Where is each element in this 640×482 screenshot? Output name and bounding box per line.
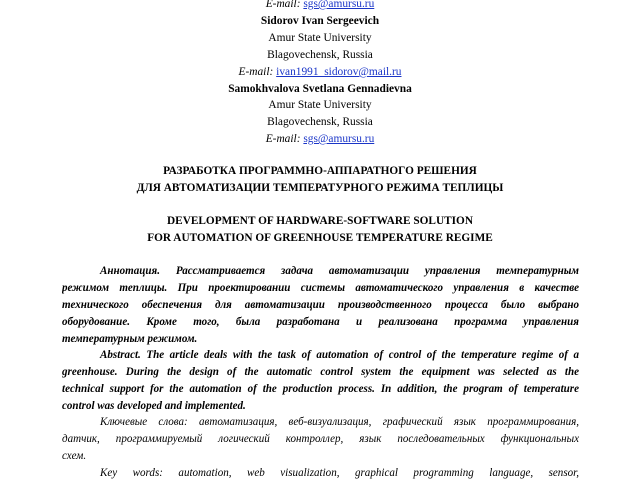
author3-name: Samokhvalova Svetlana Gennadievna bbox=[228, 83, 412, 95]
annotation-ru-text: Аннотация. Рассматривается задача автоматизации управления температурным bbox=[100, 265, 579, 277]
abstract-en-line-1: Abstract. The article deals with the task of automation of control of the temperature regime of a bbox=[100, 349, 579, 361]
abstract-en-line-2: greenhouse. During the design of the automatic control system the equipment was selected as the bbox=[62, 366, 579, 378]
author3-affiliation: Amur State University bbox=[268, 99, 372, 111]
title-ru-line-2: ДЛЯ АВТОМАТИЗАЦИИ ТЕМПЕРАТУРНОГО РЕЖИМА ТЕПЛИЦЫ bbox=[136, 182, 504, 194]
email-label: E-mail: bbox=[265, 133, 301, 145]
author2-affiliation: Amur State University bbox=[268, 32, 372, 44]
annotation-ru-line-4: оборудование. Кроме того, была разработана и реализована программа управления bbox=[62, 316, 579, 328]
email-label: E-mail: bbox=[238, 66, 274, 78]
author1-email-line bbox=[0, 0, 640, 13]
author3-email-link[interactable]: sgs@amursu.ru bbox=[303, 133, 375, 145]
author2-city: Blagovechensk, Russia bbox=[267, 49, 373, 61]
author2-name: Sidorov Ivan Sergeevich bbox=[260, 15, 380, 27]
title-ru-line-1: РАЗРАБОТКА ПРОГРАММНО-АППАРАТНОГО РЕШЕНИЯ bbox=[163, 165, 477, 177]
email-label: E-mail: bbox=[265, 0, 301, 10]
annotation-ru-line-2: режимом теплицы. При проектировании системы автоматического управления в качестве bbox=[62, 282, 579, 294]
keywords-ru-line-3: схем. bbox=[62, 450, 87, 462]
author2-email-line bbox=[0, 64, 640, 81]
annotation-ru-line-3: технического обеспечения для автоматизации производственного процесса было выбрано bbox=[62, 299, 579, 311]
title-en-line-2: FOR AUTOMATION OF GREENHOUSE TEMPERATURE REGIME bbox=[147, 232, 493, 244]
abstract-en-line-3: technical support for the automation of the production process. In addition, the program of temperature bbox=[62, 383, 579, 395]
keywords-ru-line-2: датчик, программируемый логический контроллер, язык последовательных функциональных bbox=[62, 433, 579, 445]
keywords-en-line-1: Key words: automation, web visualization, graphical programming language, sensor, bbox=[100, 467, 579, 479]
annotation-ru-line-1 bbox=[62, 263, 579, 280]
keywords-ru-line-1: Ключевые слова: автоматизация, веб-визуализация, графический язык программирования, bbox=[100, 416, 579, 428]
abstract-en-line-4: control was developed and implemented. bbox=[62, 400, 246, 412]
author3-email-line bbox=[0, 131, 640, 148]
author2-email-link[interactable]: ivan1991_sidorov@mail.ru bbox=[276, 66, 402, 78]
title-en-line-1: DEVELOPMENT OF HARDWARE-SOFTWARE SOLUTION bbox=[167, 215, 473, 227]
annotation-ru-line-5: температурным режимом. bbox=[62, 333, 198, 345]
author1-email-link[interactable]: sgs@amursu.ru bbox=[303, 0, 375, 10]
author3-city: Blagovechensk, Russia bbox=[267, 116, 373, 128]
